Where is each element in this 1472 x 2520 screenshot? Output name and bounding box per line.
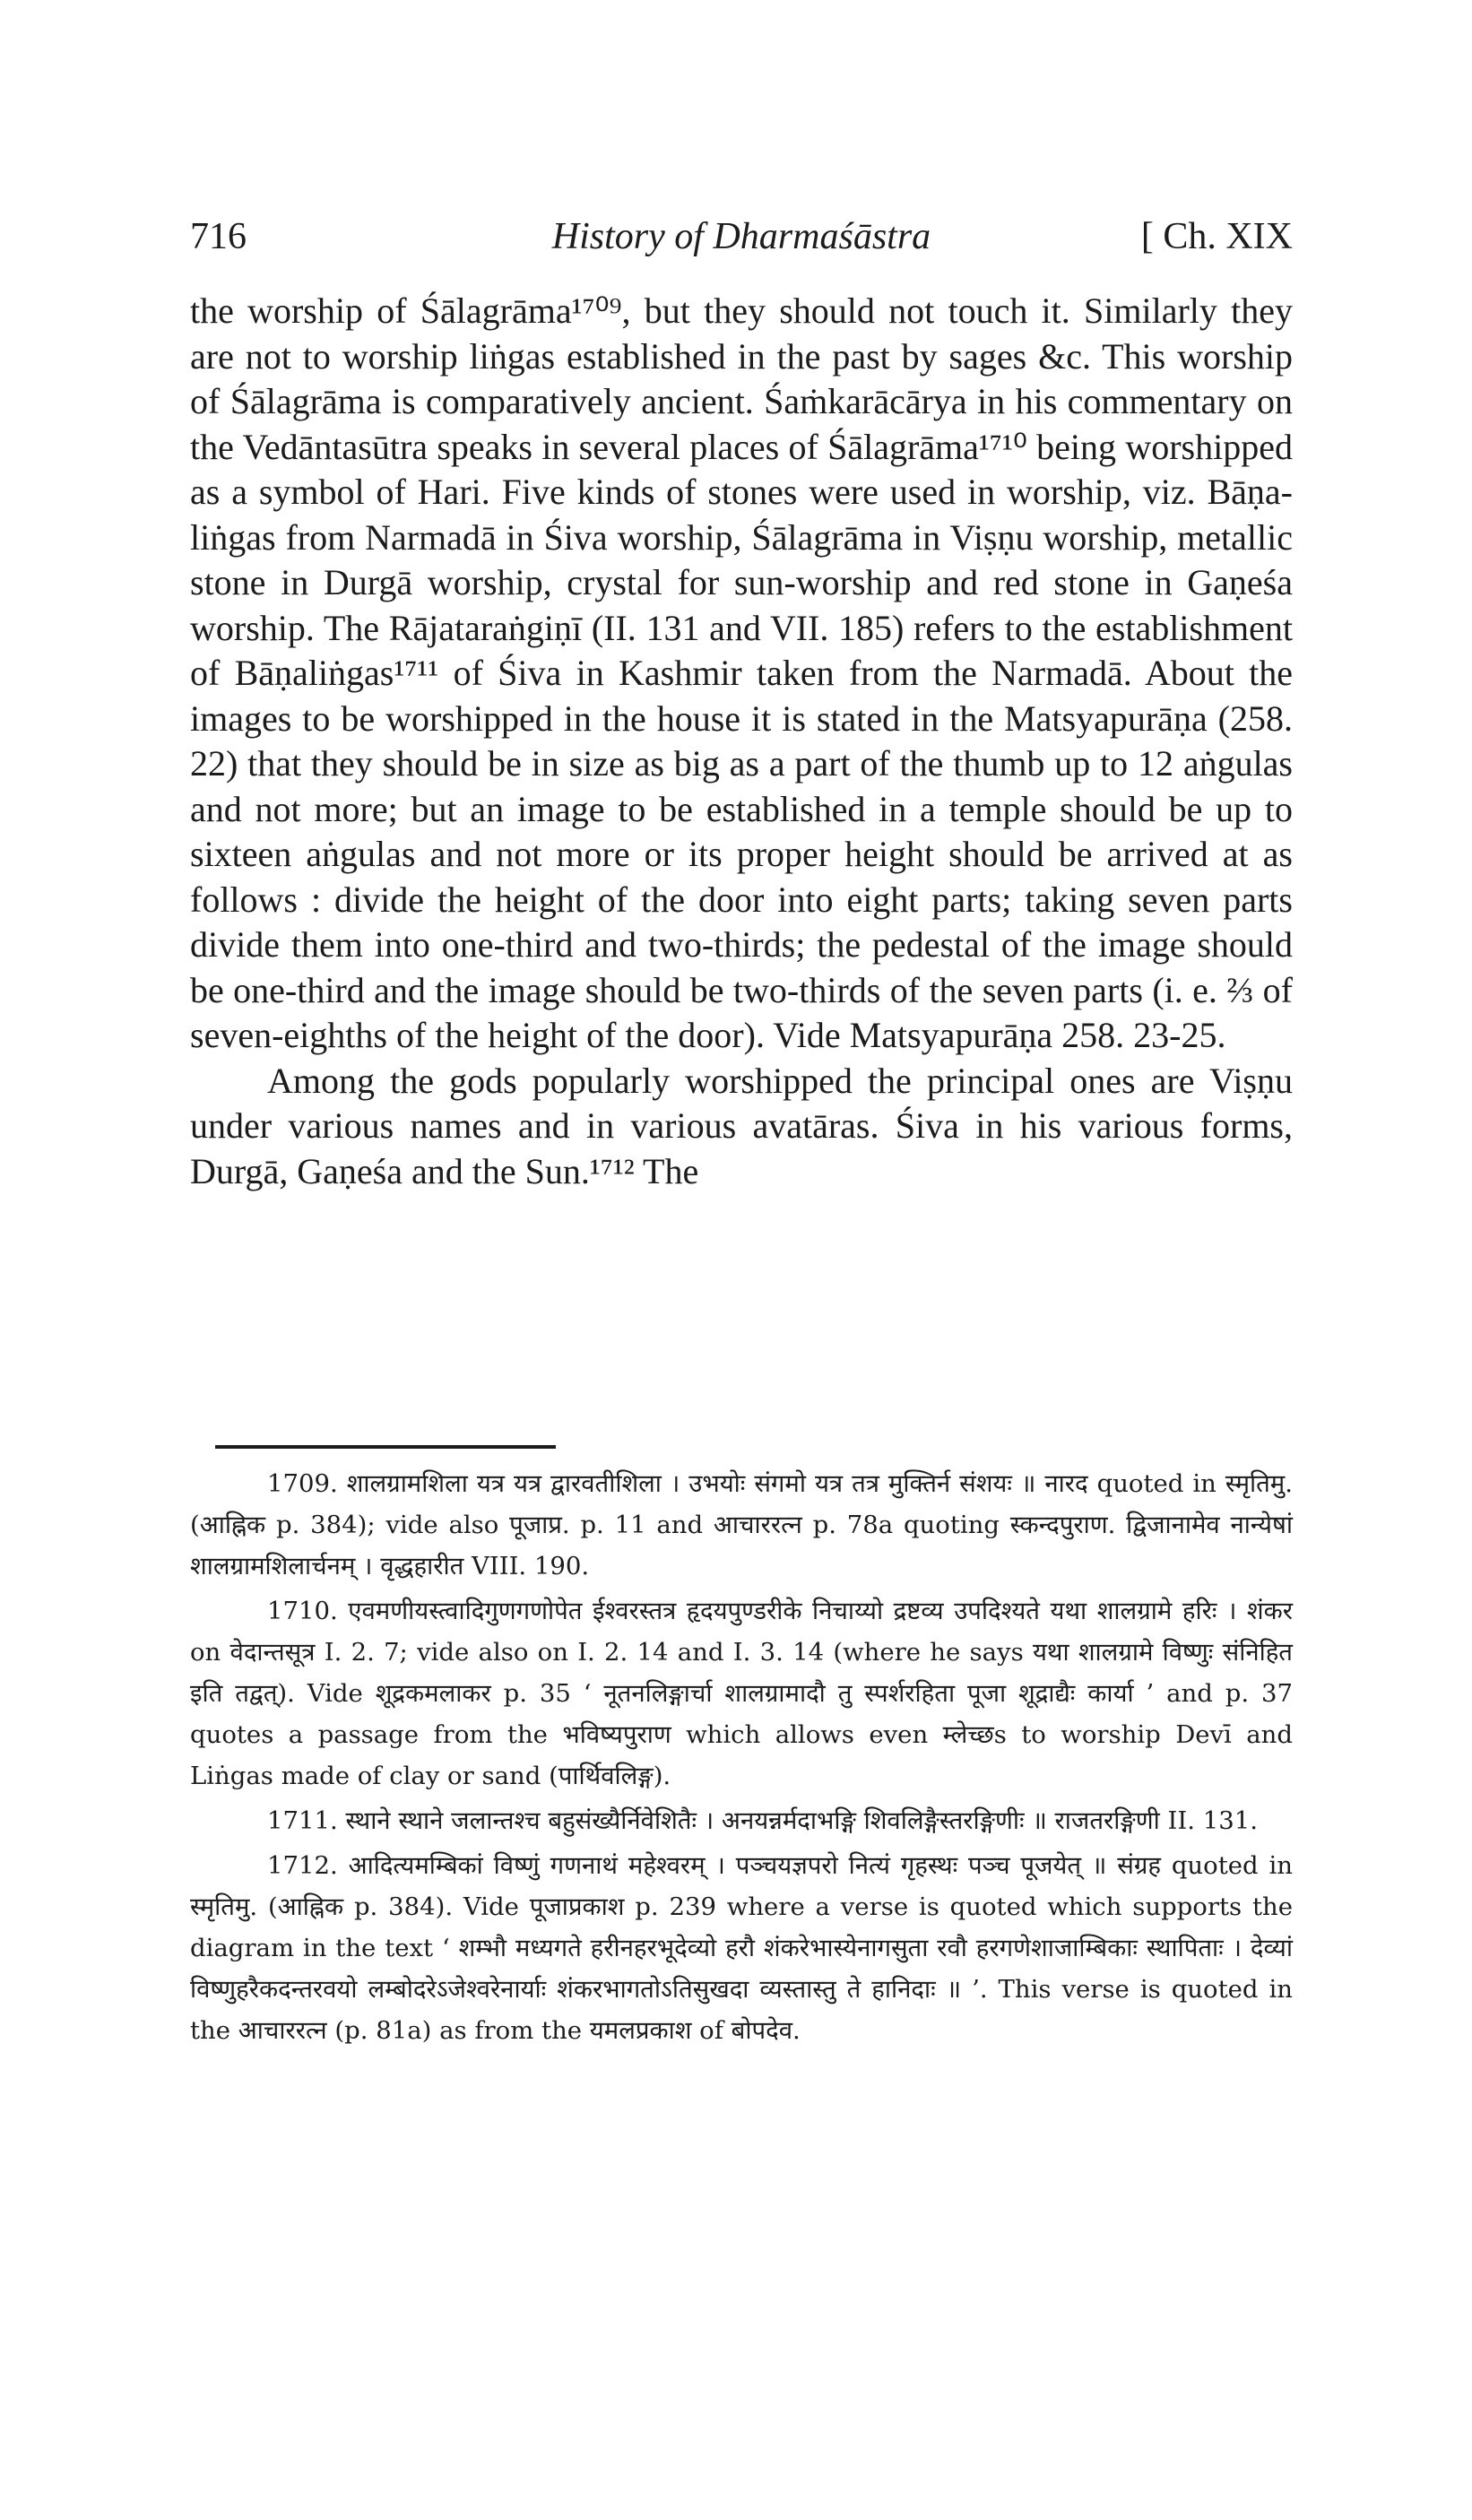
chapter-label: [ Ch. XIX [1140,216,1293,257]
page-number: 716 [190,216,247,257]
footnote-divider [215,1445,556,1449]
body-paragraph: Among the gods popularly worshipped the principal ones are Viṣṇu under various names and in various avatāras. Śiva in his various forms, Durgā, Gaṇeśa and the Sun.¹⁷¹² The [190,1060,1293,1191]
footnotes [190,1463,1293,2055]
page-header [190,215,1293,269]
footnote-1710: 1710. एवमणीयस्त्वादिगुणगणोपेत ईश्वरस्तत्र हृदयपुण्डरीके निचाय्यो द्रष्टव्य उपदिश्यते यथा शालग्रामे हरिः । शंकर on वेदान्तसूत्र I. 2. 7; vide also on I. 2. 14 and I. 3. 14 (where he says यथा शालग्रामे विष्णुः संनिहित इति तद्वत्). Vide शूद्रकमलाकर p. 35 ‘ नूतनलिङ्गार्चा शालग्रामादौ तु स्पर्शरहिता पूजा शूद्राद्यैः कार्या ’ and p. 37 quotes a passage from the भविष्यपुराण which allows even म्लेच्छs to worship Devī and Liṅgas made of clay or sand (पार्थिवलिङ्ग). [190,1597,1293,1790]
running-title: History of Dharmaśāstra [551,216,931,257]
main-text [190,289,1293,1194]
body-paragraph: the worship of Śālagrāma¹⁷⁰⁹, but they should not touch it. Similarly they are not to worship liṅgas established in the past by sages &c. This worship of Śālagrāma is comparatively ancient. Śaṁkarācārya in his commentary on the Vedāntasūtra speaks in several places of Śālagrāma¹⁷¹⁰ being worshipped as a symbol of Hari. Five kinds of stones were used in worship, viz. Bāṇa-liṅgas from Narmadā in Śiva worship, Śālagrāma in Viṣṇu worship, metallic stone in Durgā worship, crystal for sun-worship and red stone in Gaṇeśa worship. The Rājataraṅgiṇī (II. 131 and VII. 185) refers to the establishment of Bāṇaliṅgas¹⁷¹¹ of Śiva in Kashmir taken from the Narmadā. About the images to be worshipped in the house it is stated in the Matsyapurāṇa (258. 22) that they should be in size as big as a part of the thumb up to 12 aṅgulas and not more; but an image to be established in a temple should be up to sixteen aṅgulas and not more or its proper height should be arrived at as follows : divide the height of the door into eight parts; taking seven parts divide them into one-third and two-thirds; the pedestal of the image should be one-third and the image should be two-thirds of the seven parts (i. e. ⅔ of seven-eighths of the height of the door). Vide Matsyapurāṇa 258. 23-25. [190,290,1293,1055]
footnote-1709: 1709. शालग्रामशिला यत्र यत्र द्वारवतीशिला । उभयोः संगमो यत्र तत्र मुक्तिर्न संशयः ॥ नारद quoted in स्मृतिमु. (आह्निक p. 384); vide also पूजाप्र. p. 11 and आचाररत्न p. 78a quoting स्कन्दपुराण. द्विजानामेव नान्येषां शालग्रामशिलार्चनम् । वृद्धहारीत VIII. 190. [190,1469,1293,1580]
footnote-1711: 1711. स्थाने स्थाने जलान्तश्च बहुसंख्यैर्निवेशितैः । अनयन्नर्मदाभङ्गि शिवलिङ्गैस्तरङ्गिणीः ॥ राजतरङ्गिणी II. 131. [267,1806,1258,1835]
footnote-1712: 1712. आदित्यमम्बिकां विष्णुं गणनाथं महेश्वरम् । पञ्चयज्ञपरो नित्यं गृहस्थः पञ्च पूजयेत् ॥ संग्रह quoted in स्मृतिमु. (आह्निक p. 384). Vide पूजाप्रकाश p. 239 where a verse is quoted which supports the diagram in the text ‘ शम्भौ मध्यगते हरीनहरभूदेव्यो हरौ शंकरेभास्येनागसुता रवौ हरगणेशाजाम्बिकाः स्थापिताः । देव्यां विष्णुहरैकदन्तरवयो लम्बोदरेऽजेश्वरेनार्याः शंकरभागतोऽतिसुखदा व्यस्तास्तु ते हानिदाः ॥ ’. This verse is quoted in the आचाररत्न (p. 81a) as from the यमलप्रकाश of बोपदेव. [190,1851,1293,2045]
